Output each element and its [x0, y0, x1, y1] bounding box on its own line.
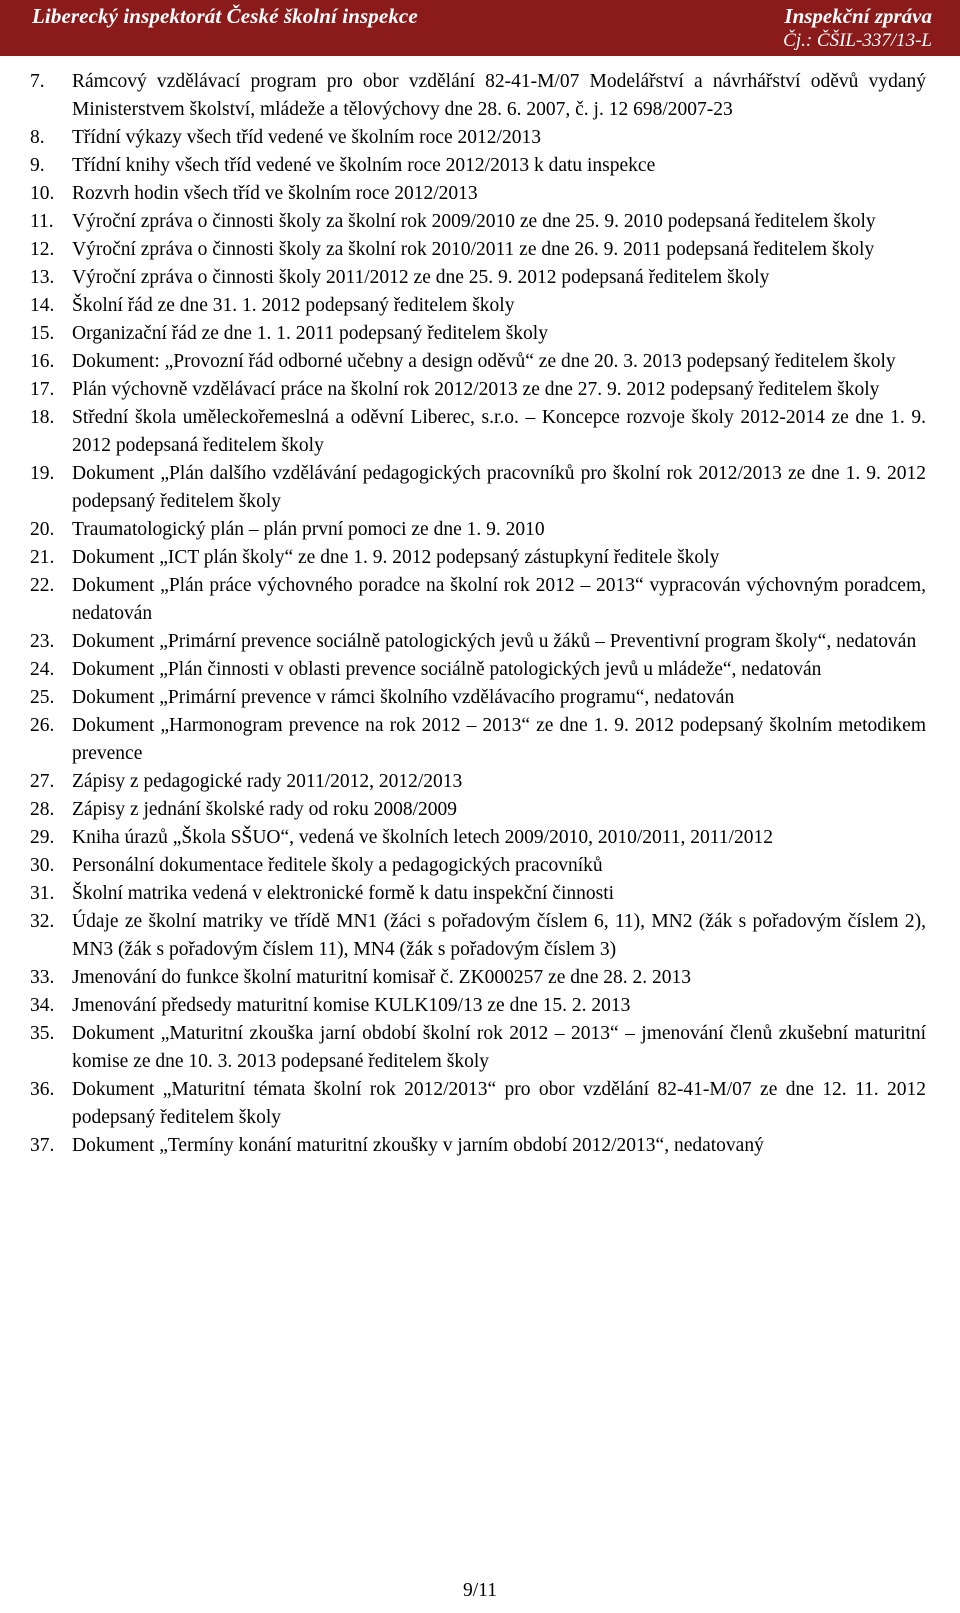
item-text: Dokument „Termíny konání maturitní zkoušky v jarním období 2012/2013“, nedatovaný	[72, 1135, 764, 1156]
item-number: 36.	[30, 1079, 55, 1100]
list-item	[0, 516, 960, 544]
list-item	[0, 656, 960, 684]
item-number: 15.	[30, 323, 55, 344]
item-number: 21.	[30, 547, 55, 568]
item-number: 14.	[30, 295, 55, 316]
item-number: 12.	[30, 239, 55, 260]
list-item	[0, 908, 960, 964]
list-item	[0, 768, 960, 796]
list-item	[0, 376, 960, 404]
item-text: Dokument „Maturitní témata školní rok 2012/2013“ pro obor vzdělání 82-41-M/07 ze dne 12. 11. 2012 podepsaný ředitelem školy	[72, 1079, 926, 1128]
list-item	[0, 684, 960, 712]
item-text: Rámcový vzdělávací program pro obor vzdělání 82-41-M/07 Modelářství a návrhářství oděvů vydaný Ministerstvem školství, mládeže a tělovýchovy dne 28. 6. 2007, č. j. 12 698/2007-23	[72, 71, 926, 120]
item-number: 16.	[30, 351, 55, 372]
item-text: Výroční zpráva o činnosti školy za školní rok 2010/2011 ze dne 26. 9. 2011 podepsaná ředitelem školy	[72, 239, 875, 260]
list-item	[0, 264, 960, 292]
item-text: Personální dokumentace ředitele školy a pedagogických pracovníků	[72, 855, 603, 876]
list-item	[0, 320, 960, 348]
item-number: 37.	[30, 1135, 55, 1156]
item-text: Dokument „Plán činnosti v oblasti prevence sociálně patologických jevů u mládeže“, nedatován	[72, 659, 822, 680]
item-number: 23.	[30, 631, 55, 652]
list-item	[0, 824, 960, 852]
reference-number: Čj.: ČŠIL-337/13-L	[783, 30, 932, 51]
item-number: 34.	[30, 995, 55, 1016]
item-text: Školní řád ze dne 31. 1. 2012 podepsaný ředitelem školy	[72, 295, 515, 316]
item-number: 24.	[30, 659, 55, 680]
item-text: Dokument „Plán dalšího vzdělávání pedagogických pracovníků pro školní rok 2012/2013 ze dne 1. 9. 2012 podepsaný ředitelem školy	[72, 463, 926, 512]
list-item	[0, 628, 960, 656]
list-item	[0, 68, 960, 124]
item-text: Plán výchovně vzdělávací práce na školní rok 2012/2013 ze dne 27. 9. 2012 podepsaný ředitelem školy	[72, 379, 880, 400]
document-list	[0, 68, 960, 1160]
item-number: 9.	[30, 155, 45, 176]
list-item	[0, 124, 960, 152]
item-number: 20.	[30, 519, 55, 540]
page-number: 9/11	[463, 1580, 497, 1601]
item-text: Jmenování do funkce školní maturitní komisař č. ZK000257 ze dne 28. 2. 2013	[72, 967, 692, 988]
list-item	[0, 1132, 960, 1160]
item-number: 19.	[30, 463, 55, 484]
list-item	[0, 460, 960, 516]
item-text: Zápisy z pedagogické rady 2011/2012, 2012/2013	[72, 771, 463, 792]
item-number: 17.	[30, 379, 55, 400]
item-text: Školní matrika vedená v elektronické formě k datu inspekční činnosti	[72, 883, 615, 904]
item-number: 10.	[30, 183, 55, 204]
item-text: Dokument „Plán práce výchovného poradce na školní rok 2012 – 2013“ vypracován výchovným poradcem, nedatován	[72, 575, 926, 624]
item-text: Zápisy z jednání školské rady od roku 2008/2009	[72, 799, 458, 820]
item-text: Dokument „ICT plán školy“ ze dne 1. 9. 2012 podepsaný zástupkyní ředitele školy	[72, 547, 720, 568]
item-number: 25.	[30, 687, 55, 708]
item-number: 33.	[30, 967, 55, 988]
item-text: Dokument: „Provozní řád odborné učebny a design oděvů“ ze dne 20. 3. 2013 podepsaný ředitelem školy	[72, 351, 896, 372]
item-number: 31.	[30, 883, 55, 904]
report-title: Inspekční zpráva	[784, 4, 932, 28]
item-number: 27.	[30, 771, 55, 792]
item-text: Kniha úrazů „Škola SŠUO“, vedená ve školních letech 2009/2010, 2010/2011, 2011/2012	[72, 827, 773, 848]
page-header	[0, 0, 960, 56]
item-text: Jmenování předsedy maturitní komise KULK109/13 ze dne 15. 2. 2013	[72, 995, 631, 1016]
item-number: 13.	[30, 267, 55, 288]
list-item	[0, 348, 960, 376]
item-text: Střední škola uměleckořemeslná a oděvní Liberec, s.r.o. – Koncepce rozvoje školy 2012-2014 ze dne 1. 9. 2012 podepsaná ředitelem školy	[72, 407, 926, 456]
item-number: 32.	[30, 911, 55, 932]
list-item	[0, 292, 960, 320]
item-text: Třídní výkazy všech tříd vedené ve školním roce 2012/2013	[72, 127, 541, 148]
item-text: Organizační řád ze dne 1. 1. 2011 podepsaný ředitelem školy	[72, 323, 548, 344]
list-item	[0, 236, 960, 264]
item-text: Výroční zpráva o činnosti školy 2011/2012 ze dne 25. 9. 2012 podepsaná ředitelem školy	[72, 267, 770, 288]
list-item	[0, 404, 960, 460]
list-item	[0, 1020, 960, 1076]
item-text: Dokument „Maturitní zkouška jarní období školní rok 2012 – 2013“ – jmenování členů zkušební maturitní komise ze dne 10. 3. 2013 podepsané ředitelem školy	[72, 1023, 926, 1072]
item-text: Výroční zpráva o činnosti školy za školní rok 2009/2010 ze dne 25. 9. 2010 podepsaná ředitelem školy	[72, 211, 876, 232]
item-number: 28.	[30, 799, 55, 820]
list-item	[0, 544, 960, 572]
item-number: 26.	[30, 715, 55, 736]
item-text: Rozvrh hodin všech tříd ve školním roce 2012/2013	[72, 183, 478, 204]
item-number: 30.	[30, 855, 55, 876]
item-text: Údaje ze školní matriky ve třídě MN1 (žáci s pořadovým číslem 6, 11), MN2 (žák s pořadovým číslem 2), MN3 (žák s pořadovým číslem 11), MN4 (žák s pořadovým číslem 3)	[72, 911, 926, 960]
item-number: 11.	[30, 211, 54, 232]
list-item	[0, 796, 960, 824]
list-item	[0, 1076, 960, 1132]
list-item	[0, 180, 960, 208]
item-number: 35.	[30, 1023, 55, 1044]
list-item	[0, 152, 960, 180]
item-number: 18.	[30, 407, 55, 428]
item-text: Dokument „Primární prevence v rámci školního vzdělávacího programu“, nedatován	[72, 687, 735, 708]
item-text: Dokument „Harmonogram prevence na rok 2012 – 2013“ ze dne 1. 9. 2012 podepsaný školním metodikem prevence	[72, 715, 926, 764]
list-item	[0, 964, 960, 992]
list-item	[0, 572, 960, 628]
inspectorate-name: Liberecký inspektorát České školní inspekce	[32, 4, 418, 28]
item-text: Dokument „Primární prevence sociálně patologických jevů u žáků – Preventivní program školy“, nedatován	[72, 631, 917, 652]
item-number: 22.	[30, 575, 55, 596]
list-item	[0, 880, 960, 908]
list-item	[0, 852, 960, 880]
item-text: Traumatologický plán – plán první pomoci ze dne 1. 9. 2010	[72, 519, 545, 540]
item-text: Třídní knihy všech tříd vedené ve školním roce 2012/2013 k datu inspekce	[72, 155, 656, 176]
list-item	[0, 208, 960, 236]
list-item	[0, 992, 960, 1020]
item-number: 8.	[30, 127, 45, 148]
item-number: 7.	[30, 71, 45, 92]
list-item	[0, 712, 960, 768]
item-number: 29.	[30, 827, 55, 848]
